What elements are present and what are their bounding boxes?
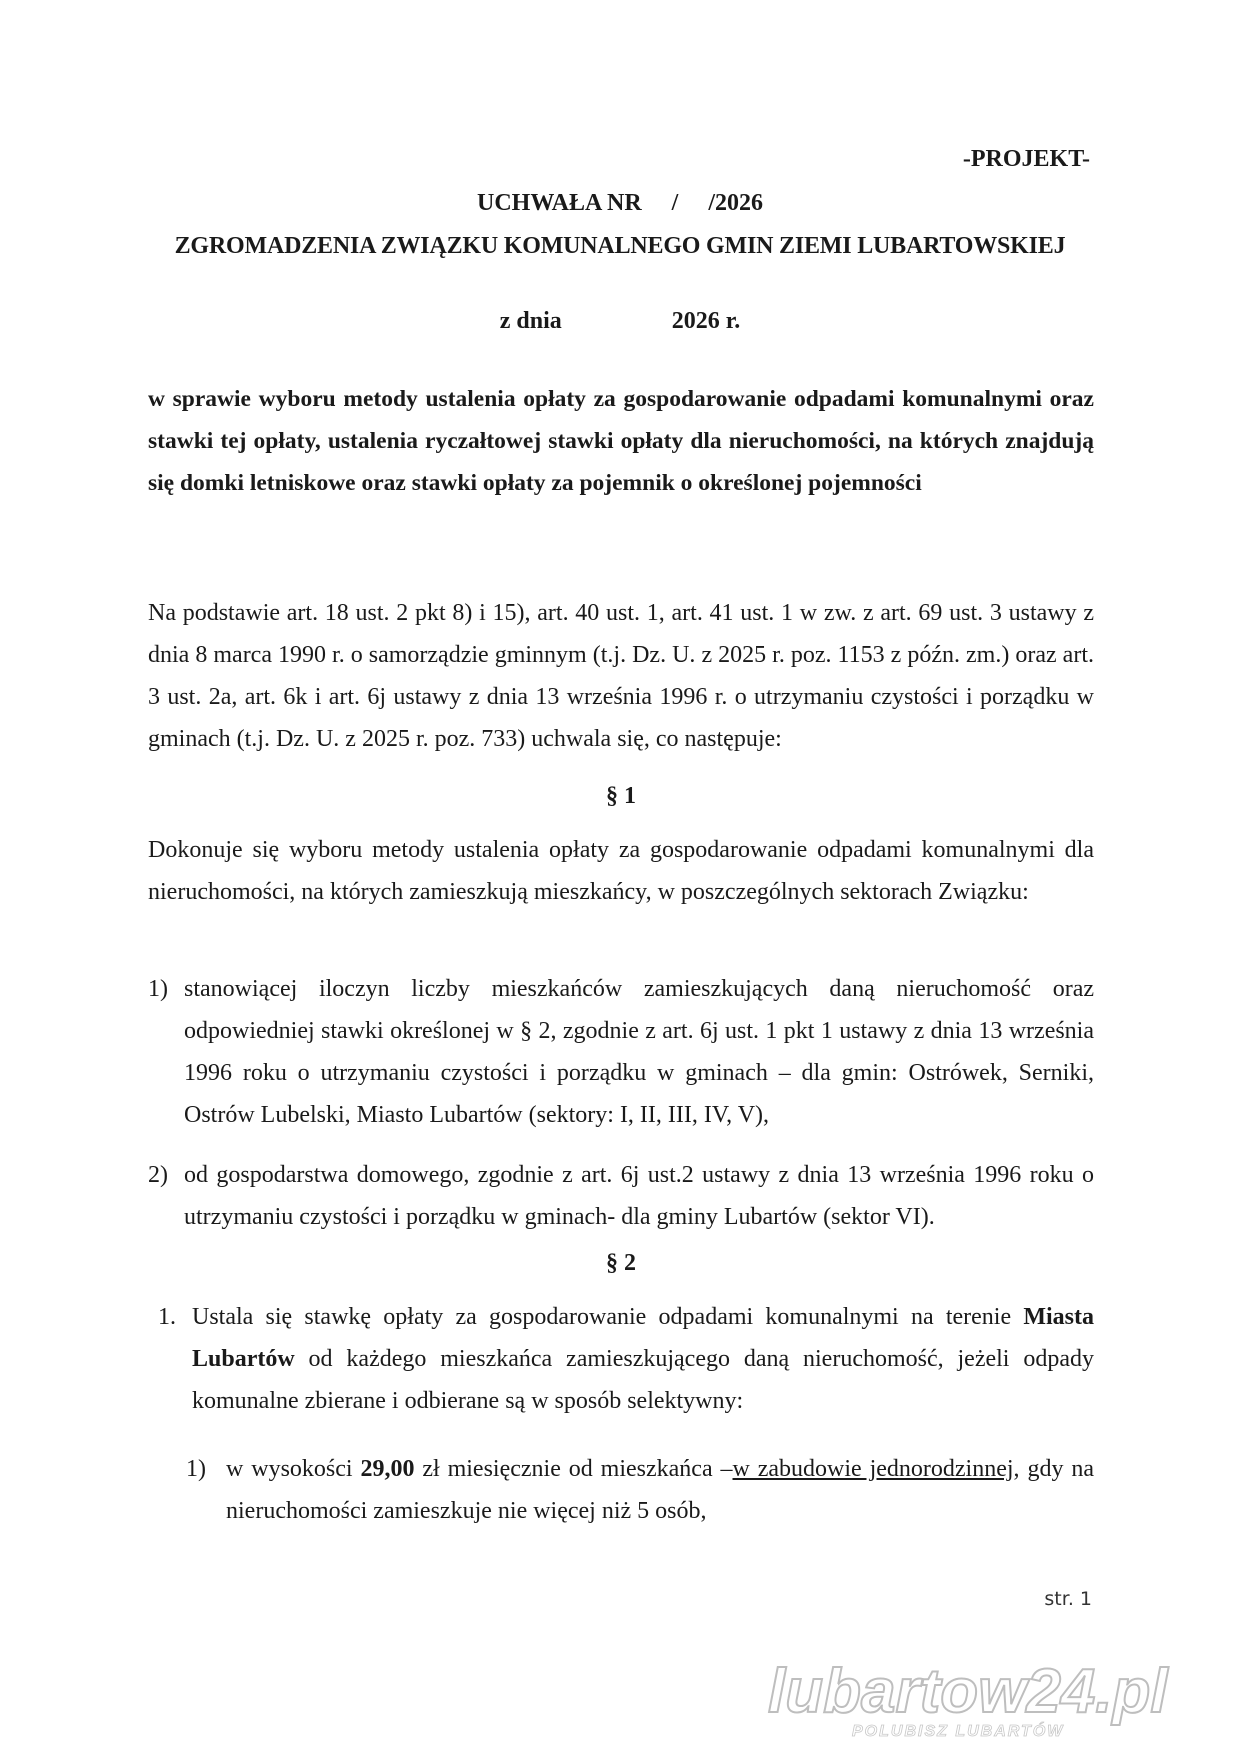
list-item-number: 2) xyxy=(148,1162,168,1188)
section-2-sublist xyxy=(186,1448,1094,1532)
watermark-tagline: POLUBISZ LUBARTÓW xyxy=(852,1723,1065,1740)
item-text-bold: Miasta Lubartów xyxy=(192,1304,1094,1372)
list-item-text: od gospodarstwa domowego, zgodnie z art. 6j ust.2 ustawy z dnia 13 września 1996 roku o utrzymaniu czystości i porządku w gminach- dla gminy Lubartów (sektor VI). xyxy=(184,1162,1094,1230)
resolution-date xyxy=(148,308,1092,335)
watermark-logo xyxy=(760,1642,1168,1742)
sub-text-c: , gdy na nieruchomości zamieszkuje nie więcej niż 5 osób, xyxy=(226,1456,1094,1524)
list-item-number: 1) xyxy=(148,976,168,1002)
draft-label: -PROJEKT- xyxy=(962,146,1090,172)
list-item xyxy=(148,1154,1094,1238)
sub-text-a: w wysokości xyxy=(226,1456,361,1482)
resolution-issuer: ZGROMADZENIA ZWIĄZKU KOMUNALNEGO GMIN ZIEMI LUBARTOWSKIEJ xyxy=(174,233,1066,259)
list-item xyxy=(148,968,1094,1136)
list-item-number: 1. xyxy=(158,1304,176,1330)
fee-amount: 29,00 xyxy=(360,1456,415,1482)
resolution-number: UCHWAŁA NR / /2026 xyxy=(476,190,764,216)
page-number: str. 1 xyxy=(1044,1588,1092,1610)
watermark-brand: lubartow24.pl xyxy=(768,1657,1168,1726)
resolution-subject: w sprawie wyboru metody ustalenia opłaty za gospodarowanie odpadami komunalnymi oraz stawki tej opłaty, ustalenia ryczałtowej stawki opłaty dla nieruchomości, na których znajdują się domki letniskowe oraz stawki opłaty za pojemnik o określonej pojemności xyxy=(148,386,1094,496)
list-item-text: stanowiącej iloczyn liczby mieszkańców zamieszkujących daną nieruchomość oraz odpowiedniej stawki określonej w § 2, zgodnie z art. 6j ust. 1 pkt 1 ustawy z dnia 13 września 1996 roku o utrzymaniu czystości i porządku w gminach – dla gmin: Ostrówek, Serniki, Ostrów Lubelski, Miasto Lubartów (sektory: I, II, III, IV, V), xyxy=(184,976,1094,1128)
section-2-sign: § 2 xyxy=(606,1250,636,1276)
list-item-number: 1) xyxy=(186,1456,206,1482)
sub-text-b: zł miesięcznie od mieszkańca – xyxy=(414,1456,733,1482)
section-1-text: Dokonuje się wyboru metody ustalenia opłaty za gospodarowanie odpadami komunalnymi dla nieruchomości, na których zamieszkują mieszkańcy, w poszczególnych sektorach Związku: xyxy=(148,837,1094,905)
sub-text-underlined: w zabudowie jednorodzinnej xyxy=(732,1456,1014,1482)
section-1-list xyxy=(148,968,1094,1256)
list-item xyxy=(148,1296,1094,1422)
date-prefix: z dnia xyxy=(499,308,562,334)
item-text-a: Ustala się stawkę opłaty za gospodarowanie odpadami komunalnymi na terenie xyxy=(192,1304,1024,1330)
date-suffix: 2026 r. xyxy=(671,308,741,334)
item-text-b: od każdego mieszkańca zamieszkującego daną nieruchomość, jeżeli odpady komunalne zbierane i odbierane są w sposób selektywny: xyxy=(192,1346,1094,1414)
legal-basis: Na podstawie art. 18 ust. 2 pkt 8) i 15), art. 40 ust. 1, art. 41 ust. 1 w zw. z art. 69 ust. 3 ustawy z dnia 8 marca 1990 r. o samorządzie gminnym (t.j. Dz. U. z 2025 r. poz. 1153 z późn. zm.) oraz art. 3 ust. 2a, art. 6k i art. 6j ustawy z dnia 13 września 1996 r. o utrzymaniu czystości i porządku w gminach (t.j. Dz. U. z 2025 r. poz. 733) uchwala się, co następuje: xyxy=(148,600,1094,752)
section-1-sign: § 1 xyxy=(606,783,636,809)
section-2-list xyxy=(148,1296,1094,1422)
list-item xyxy=(186,1448,1094,1532)
